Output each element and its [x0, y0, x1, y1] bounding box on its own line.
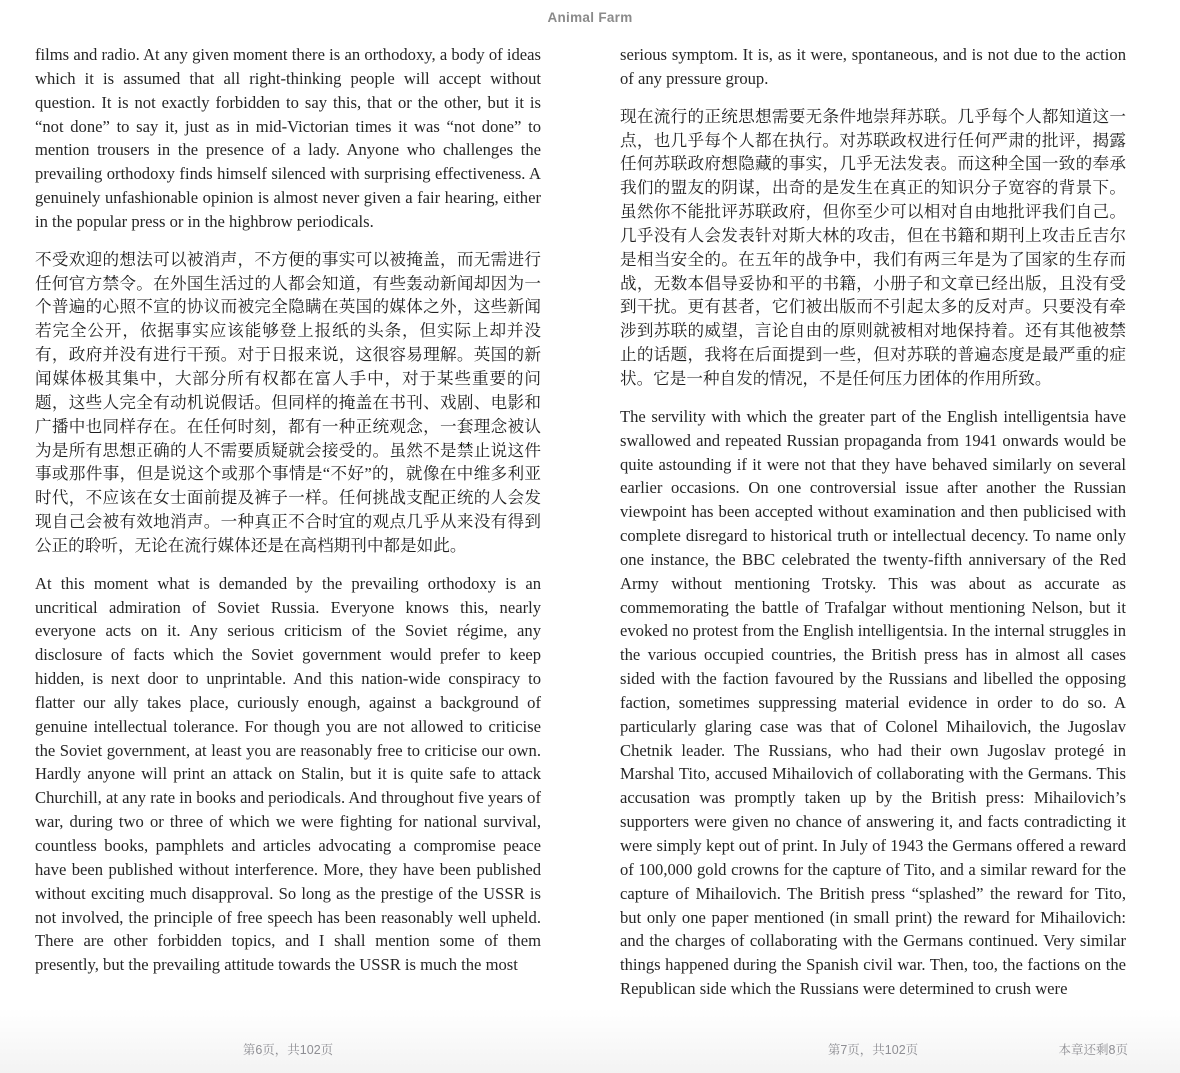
paragraph: 不受欢迎的想法可以被消声，不方便的事实可以被掩盖，而无需进行任何官方禁令。在外国生活过的人都会知道，有些轰动新闻却因为一个普遍的心照不宣的协议而被完全隐瞒在英国的媒体之外，这些新闻若完全公开，依据事实应该能够登上报纸的头条，但实际上却并没有，政府并没有进行干预。对于日报来说，这很容易理解。英国的新闻媒体极其集中，大部分所有权都在富人手中，对于某些重要的问题，这些人完全有动机说假话。但同样的掩盖在书刊、戏剧、电影和广播中也同样存在。在任何时刻，都有一种正统观念，一套理念被认为是所有思想正确的人不需要质疑就会接受的。虽然不是禁止说这件事或那件事，但是说这个或那个事情是“不好”的，就像在中维多利亚时代，不应该在女士面前提及裤子一样。任何挑战支配正统的人会发现自己会被有效地消声。一种真正不合时宜的观点几乎从来没有得到公正的聆听，无论在流行媒体还是在高档期刊中都是如此。 [35, 249, 541, 555]
right-page-number: 第7页，共102页 [827, 1043, 919, 1057]
paragraph: 现在流行的正统思想需要无条件地崇拜苏联。几乎每个人都知道这一点，也几乎每个人都在执行。对苏联政权进行任何严肃的批评，揭露任何苏联政府想隐藏的事实，几乎无法发表。而这种全国一致的奉承我们的盟友的阴谋，出奇的是发生在真正的知识分子宽容的背景下。虽然你不能批评苏联政府，但你至少可以相对自由地批评我们自己。几乎没有人会发表针对斯大林的攻击，但在书籍和期刊上攻击丘吉尔是相当安全的。在五年的战争中，我们有两三年是为了国家的生存而战，无数本倡导妥协和平的书籍，小册子和文章已经出版，且没有受到干扰。更有甚者，它们被出版而不引起太多的反对声。只要没有牵涉到苏联的威望，言论自由的原则就被相对地保持着。还有其他被禁止的话题，我将在后面提到一些，但对苏联的普遍态度是最严重的症状。它是一种自发的情况，不是任何压力团体的作用所致。 [620, 106, 1126, 388]
paragraph: serious symptom. It is, as it were, spontaneous, and is not due to the action of any pressure group. [620, 45, 1126, 88]
left-page[interactable] [35, 43, 541, 991]
left-page-number: 第6页，共102页 [242, 1043, 334, 1057]
paragraph: films and radio. At any given moment there is an orthodoxy, a body of ideas which it is assumed that all right-thinking people will accept without question. It is not exactly forbidden to say this, that or the other, but it is “not done” to say it, just as in mid-Victorian times it was “not done” to mention trousers in the presence of a lady. Anyone who challenges the prevailing orthodoxy finds himself silenced with surprising effectiveness. A genuinely unfashionable opinion is almost never given a fair hearing, either in the popular press or in the highbrow periodicals. [35, 45, 541, 231]
chapter-pages-remaining: 本章还剩8页 [1058, 1043, 1128, 1057]
right-page[interactable] [620, 43, 1126, 1015]
paragraph: At this moment what is demanded by the prevailing orthodoxy is an uncritical admiration of Soviet Russia. Everyone knows this, nearly everyone acts on it. Any serious criticism of the Soviet régime, any disclosure of facts which the Soviet government would prefer to keep hidden, is next door to unprintable. And this nation-wide conspiracy to flatter our ally takes place, curiously enough, against a background of genuine intellectual tolerance. For though you are not allowed to criticise the Soviet government, at least you are reasonably free to criticise our own. Hardly anyone will print an attack on Stalin, but it is quite safe to attack Churchill, at any rate in books and periodicals. And throughout five years of war, during two or three of which we were fighting for national survival, countless books, pamphlets and articles advocating a compromise peace have been published without interference. More, they have been published without exciting much disapproval. So long as the prestige of the USSR is not involved, the principle of free speech has been reasonably well upheld. There are other forbidden topics, and I shall mention some of them presently, but the prevailing attitude towards the USSR is much the most [35, 573, 541, 975]
book-title: Animal Farm [547, 10, 633, 25]
paragraph: The servility with which the greater part of the English intelligentsia have swallowed and repeated Russian propaganda from 1941 onwards would be quite astounding if it were not that they have behaved similarly on several earlier occasions. On one controversial issue after another the Russian viewpoint has been accepted without examination and then publicised with complete disregard to historical truth or intellectual decency. To name only one instance, the BBC celebrated the twenty-fifth anniversary of the Red Army without mentioning Trotsky. This was about as accurate as commemorating the battle of Trafalgar without mentioning Nelson, but it evoked no protest from the English intelligentsia. In the internal struggles in the various occupied countries, the British press has in almost all cases sided with the faction favoured by the Russians and libelled the opposing faction, sometimes suppressing material evidence in order to do so. A particularly glaring case was that of Colonel Mihailovich, the Jugoslav Chetnik leader. The Russians, who had their own Jugoslav protegé in Marshal Tito, accused Mihailovich of collaborating with the Germans. This accusation was promptly taken up by the British press: Mihailovich’s supporters were given no chance of answering it, and facts contradicting it were simply kept out of print. In July of 1943 the Germans offered a reward of 100,000 gold crowns for the capture of Tito, and a similar reward for the capture of Mihailovich. The British press “splashed” the reward for Tito, but only one paper mentioned (in small print) the reward for Mihailovich: and the charges of collaborating with the Germans continued. Very similar things happened during the Spanish civil war. Then, too, the factions on the Republican side which the Russians were determined to crush were [620, 406, 1127, 999]
